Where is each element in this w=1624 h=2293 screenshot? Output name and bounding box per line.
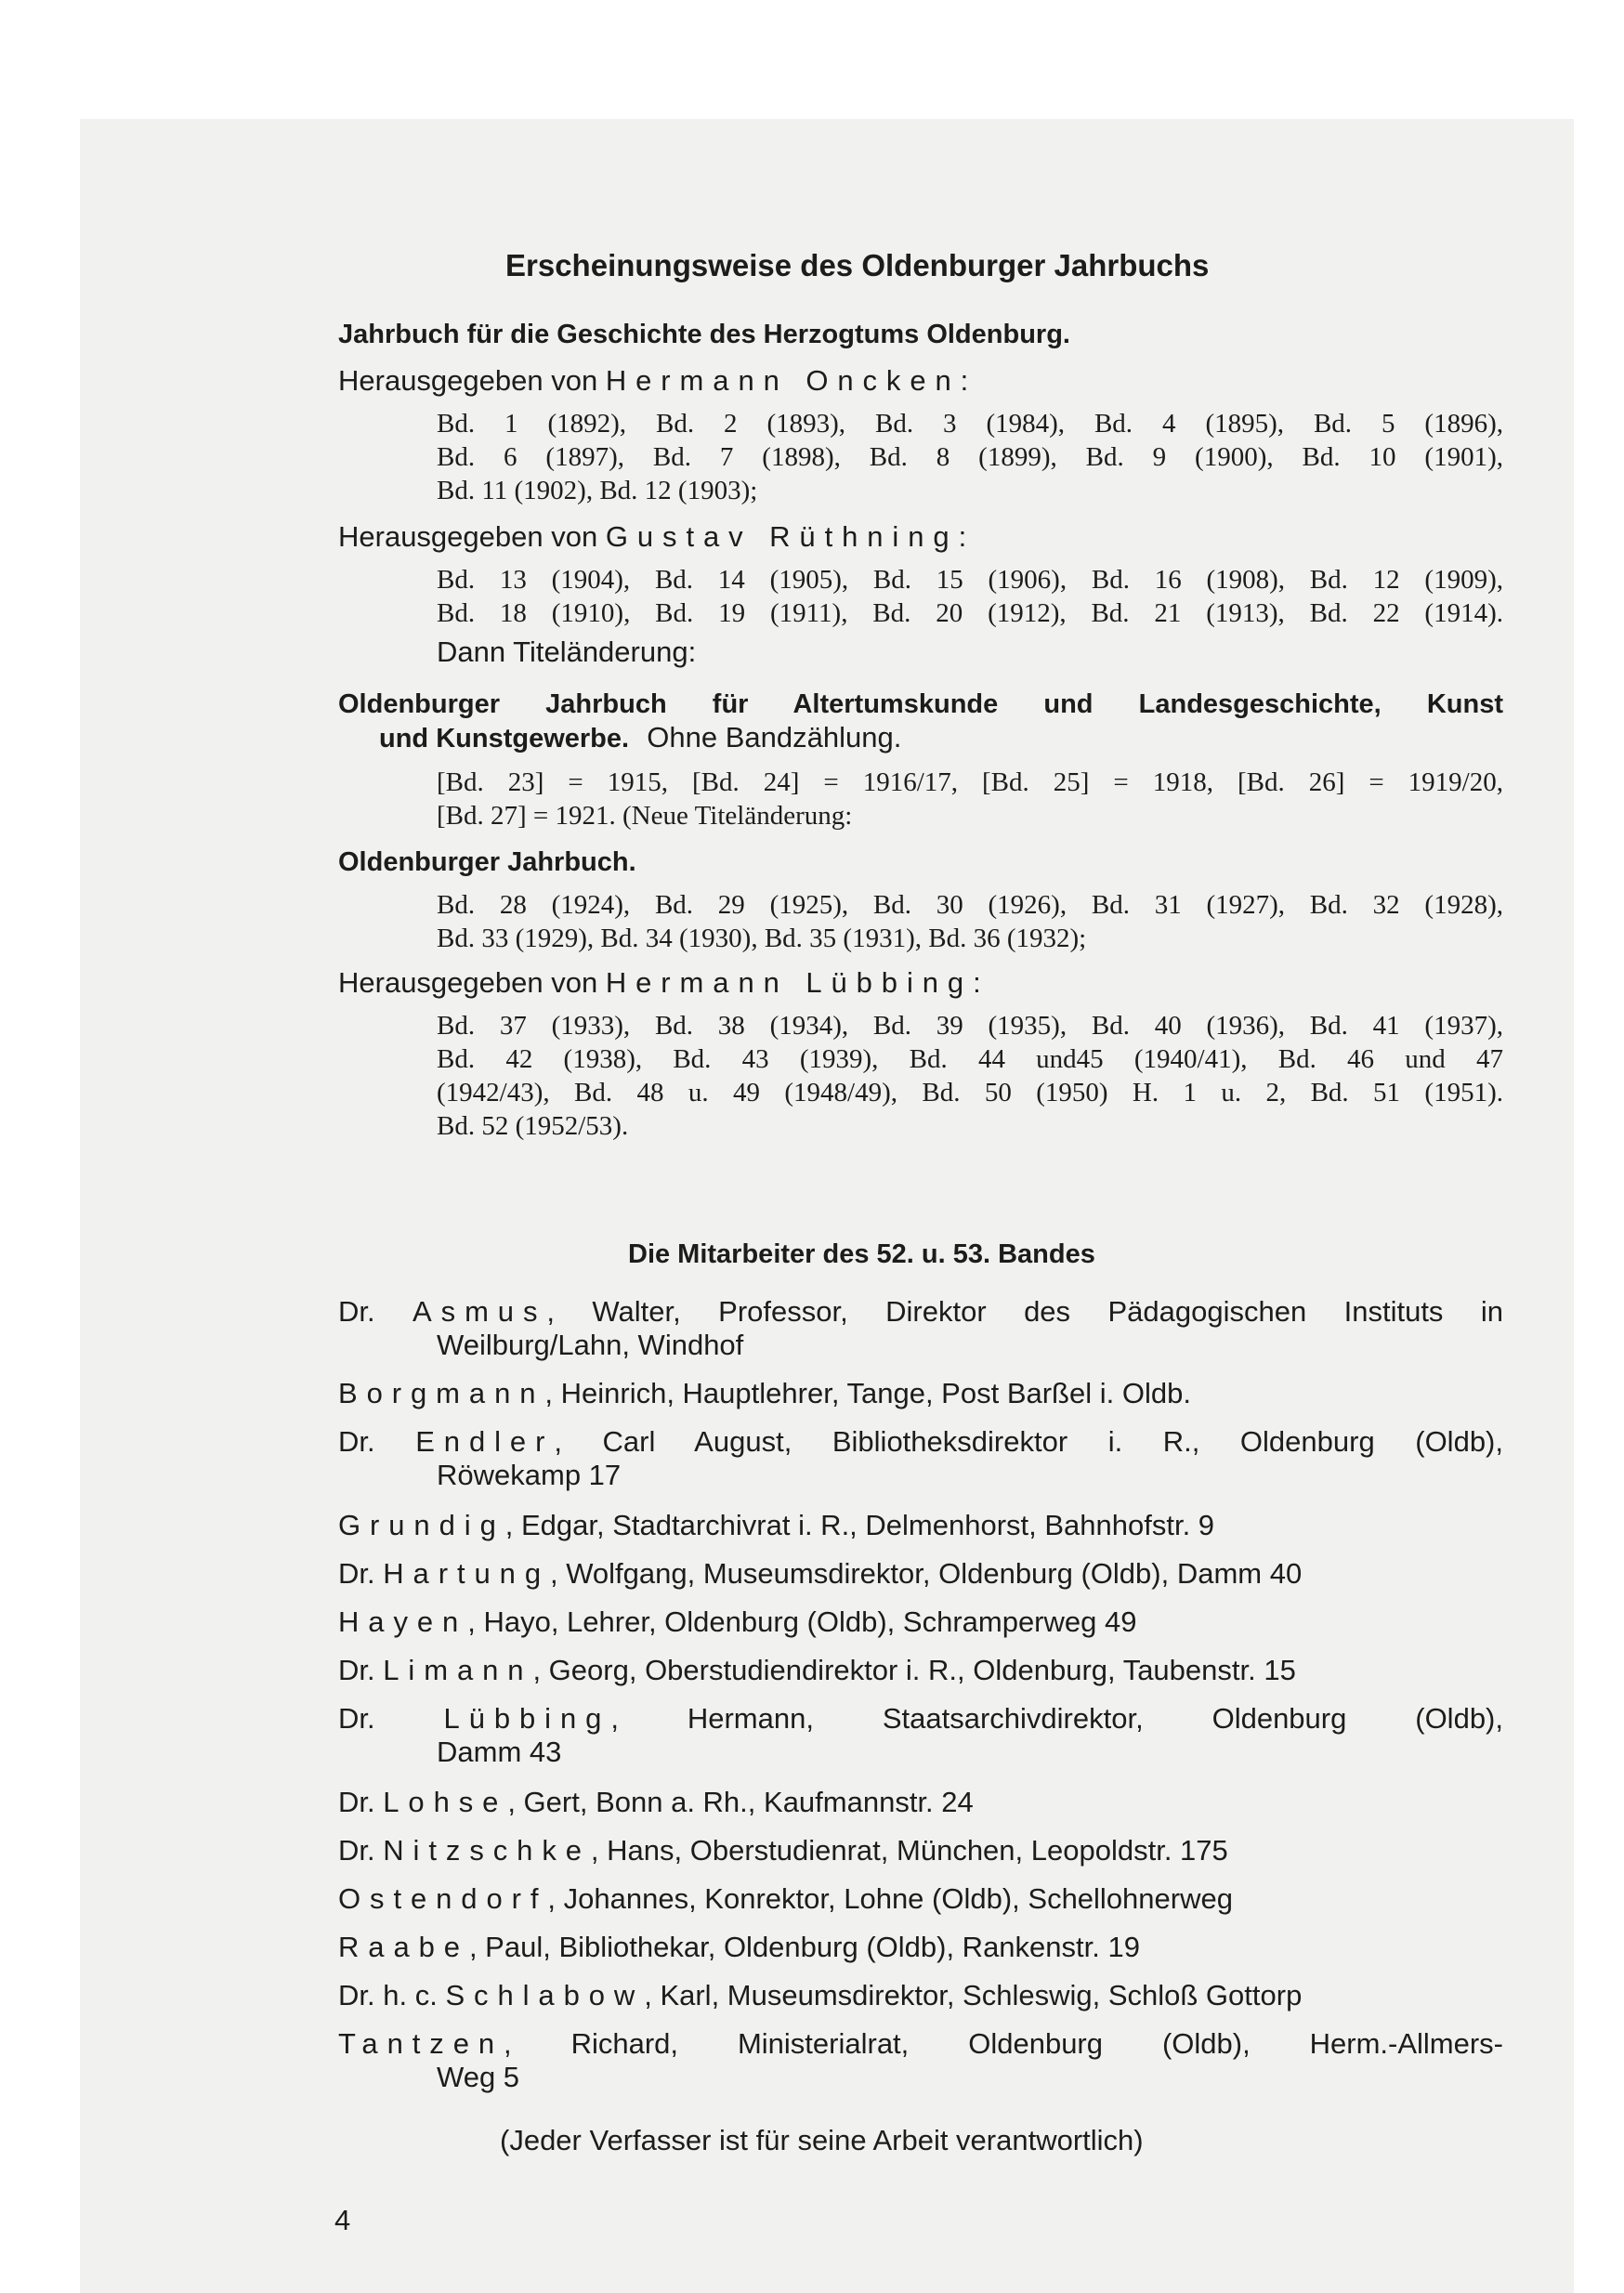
contributor-details: , Hermann, Staatsarchivdirektor, Oldenburg (Oldb), (610, 1702, 1503, 1735)
volumes3-line-2: [Bd. 27] = 1921. (Neue Titeländerung: (437, 801, 853, 831)
series2-title-line-2 (379, 721, 901, 755)
contributor-details: , Karl, Museumsdirektor, Schleswig, Schloß Gottorp (644, 1979, 1303, 2011)
contributor-prefix: Dr. (338, 1786, 375, 1818)
editor2-prefix: Herausgegeben von (338, 520, 598, 553)
volumes4-line-2: Bd. 33 (1929), Bd. 34 (1930), Bd. 35 (1931), Bd. 36 (1932); (437, 924, 1087, 953)
editor1-name: Hermann Oncken (605, 364, 961, 397)
page-number: 4 (334, 2204, 351, 2236)
contributor-prefix: Dr. (338, 1702, 375, 1735)
volumes1-line-1: Bd. 1 (1892), Bd. 2 (1893), Bd. 3 (1984), Bd. 4 (1895), Bd. 5 (1896), (437, 409, 1503, 439)
contributor-prefix: Dr. h. c. (338, 1979, 438, 2011)
contributor-name: Ostendorf (338, 1882, 548, 1915)
volumes3-line-1: [Bd. 23] = 1915, [Bd. 24] = 1916/17, [Bd. 25] = 1918, [Bd. 26] = 1919/20, (437, 767, 1503, 797)
contributor-name: Lohse (383, 1786, 508, 1818)
contributor-name: Endler (415, 1425, 555, 1458)
contributor-raabe (338, 1931, 1140, 1964)
contributor-details: , Johannes, Konrektor, Lohne (Oldb), Schellohnerweg (547, 1882, 1233, 1915)
contributor-name: Asmus (413, 1295, 547, 1328)
contributor-name: Tantzen (338, 2027, 504, 2060)
volumes1-line-3: Bd. 11 (1902), Bd. 12 (1903); (437, 476, 758, 505)
contributor-name: Hayen (338, 1605, 468, 1638)
contributor-limann (338, 1654, 1296, 1687)
volumes5-line-2: Bd. 42 (1938), Bd. 43 (1939), Bd. 44 und45 (1940/41), Bd. 46 und 47 (437, 1044, 1503, 1074)
contributor-details: , Hans, Oberstudienrat, München, Leopoldstr. 175 (590, 1834, 1228, 1867)
disclaimer: (Jeder Verfasser ist für seine Arbeit verantwortlich) (500, 2124, 1144, 2156)
contributor-borgmann (338, 1377, 1191, 1410)
editor1-line (338, 364, 968, 398)
contributor-name: Lübbing (443, 1702, 611, 1735)
contributor-details: , Edgar, Stadtarchivrat i. R., Delmenhorst, Bahnhofstr. 9 (504, 1509, 1215, 1541)
editor3-name: Hermann Lübbing (605, 966, 974, 999)
series2-note: Ohne Bandzählung. (647, 721, 902, 753)
series2-title-cont: und Kunstgewerbe. (379, 724, 630, 753)
contributor-prefix: Dr. (338, 1834, 375, 1867)
contributor-ostendorf (338, 1882, 1233, 1916)
contributor-details: , Heinrich, Hauptlehrer, Tange, Post Barßel i. Oldb. (544, 1377, 1191, 1409)
contributor-nitzschke (338, 1834, 1228, 1867)
contributor-details: , Hayo, Lehrer, Oldenburg (Oldb), Schramperweg 49 (467, 1605, 1137, 1638)
contributor-grundig (338, 1509, 1214, 1542)
contributor-hayen (338, 1605, 1136, 1639)
contributor-luebbing (338, 1702, 1503, 1736)
editor3-line (338, 966, 981, 1000)
contributor-prefix: Dr. (338, 1295, 375, 1328)
contributor-details: , Georg, Oberstudiendirektor i. R., Oldenburg, Taubenstr. 15 (532, 1654, 1296, 1686)
contributor-details: , Walter, Professor, Direktor des Pädagogischen Instituts in (546, 1295, 1503, 1328)
series2-title-line-1: Oldenburger Jahrbuch für Altertumskunde und Landesgeschichte, Kunst (338, 689, 1503, 719)
contributor-name: Grundig (338, 1509, 505, 1541)
volumes2-line-2: Bd. 18 (1910), Bd. 19 (1911), Bd. 20 (1912), Bd. 21 (1913), Bd. 22 (1914). (437, 598, 1503, 628)
editor1-suffix: : (960, 364, 969, 397)
contributor-luebbing-cont: Damm 43 (437, 1736, 562, 1768)
contributor-asmus (338, 1295, 1503, 1329)
contributor-tantzen-cont: Weg 5 (437, 2061, 520, 2093)
contributor-endler (338, 1425, 1503, 1459)
contributor-name: Limann (383, 1654, 533, 1686)
volumes5-line-4: Bd. 52 (1952/53). (437, 1111, 629, 1141)
volumes1-line-2: Bd. 6 (1897), Bd. 7 (1898), Bd. 8 (1899), Bd. 9 (1900), Bd. 10 (1901), (437, 442, 1503, 472)
contributor-endler-cont: Röwekamp 17 (437, 1459, 622, 1491)
contributor-details: , Paul, Bibliothekar, Oldenburg (Oldb), Rankenstr. 19 (468, 1931, 1140, 1963)
contributor-tantzen (338, 2027, 1503, 2061)
contributor-schlabow (338, 1979, 1302, 2012)
series3-title: Oldenburger Jahrbuch. (338, 847, 636, 877)
contributor-details: , Carl August, Bibliotheksdirektor i. R., Oldenburg (Oldb), (554, 1425, 1503, 1458)
volumes5-line-1: Bd. 37 (1933), Bd. 38 (1934), Bd. 39 (1935), Bd. 40 (1936), Bd. 41 (1937), (437, 1011, 1503, 1041)
contributor-prefix: Dr. (338, 1654, 375, 1686)
contributor-details: , Wolfgang, Museumsdirektor, Oldenburg (Oldb), Damm 40 (549, 1557, 1303, 1590)
volumes2-line-1: Bd. 13 (1904), Bd. 14 (1905), Bd. 15 (1906), Bd. 16 (1908), Bd. 12 (1909), (437, 565, 1503, 595)
editor2-name: Gustav Rüthning (605, 520, 959, 553)
contributor-name: Borgmann (338, 1377, 545, 1409)
editor1-prefix: Herausgegeben von (338, 364, 598, 397)
editor3-prefix: Herausgegeben von (338, 966, 598, 999)
series1-title: Jahrbuch für die Geschichte des Herzogtums Oldenburg. (338, 320, 1070, 349)
editor3-suffix: : (973, 966, 981, 999)
contributor-prefix: Dr. (338, 1557, 375, 1590)
contributor-name: Schlabow (445, 1979, 645, 2011)
contributor-lohse (338, 1786, 974, 1819)
contributor-prefix: Dr. (338, 1425, 375, 1458)
contributor-details: , Gert, Bonn a. Rh., Kaufmannstr. 24 (507, 1786, 974, 1818)
contributor-hartung (338, 1557, 1302, 1591)
title-change-note: Dann Titeländerung: (437, 635, 697, 668)
volumes4-line-1: Bd. 28 (1924), Bd. 29 (1925), Bd. 30 (1926), Bd. 31 (1927), Bd. 32 (1928), (437, 890, 1503, 920)
editor2-suffix: : (958, 520, 967, 553)
contributor-name: Raabe (338, 1931, 469, 1963)
editor2-line (338, 520, 966, 554)
contributors-title: Die Mitarbeiter des 52. u. 53. Bandes (628, 1239, 1095, 1269)
contributor-details: , Richard, Ministerialrat, Oldenburg (Oldb), Herm.-Allmers- (504, 2027, 1503, 2060)
contributor-asmus-cont: Weilburg/Lahn, Windhof (437, 1329, 744, 1361)
volumes5-line-3: (1942/43), Bd. 48 u. 49 (1948/49), Bd. 50 (1950) H. 1 u. 2, Bd. 51 (1951). (437, 1078, 1503, 1107)
contributor-name: Hartung (383, 1557, 550, 1590)
page-title: Erscheinungsweise des Oldenburger Jahrbuchs (505, 248, 1210, 282)
contributor-name: Nitzschke (383, 1834, 591, 1867)
